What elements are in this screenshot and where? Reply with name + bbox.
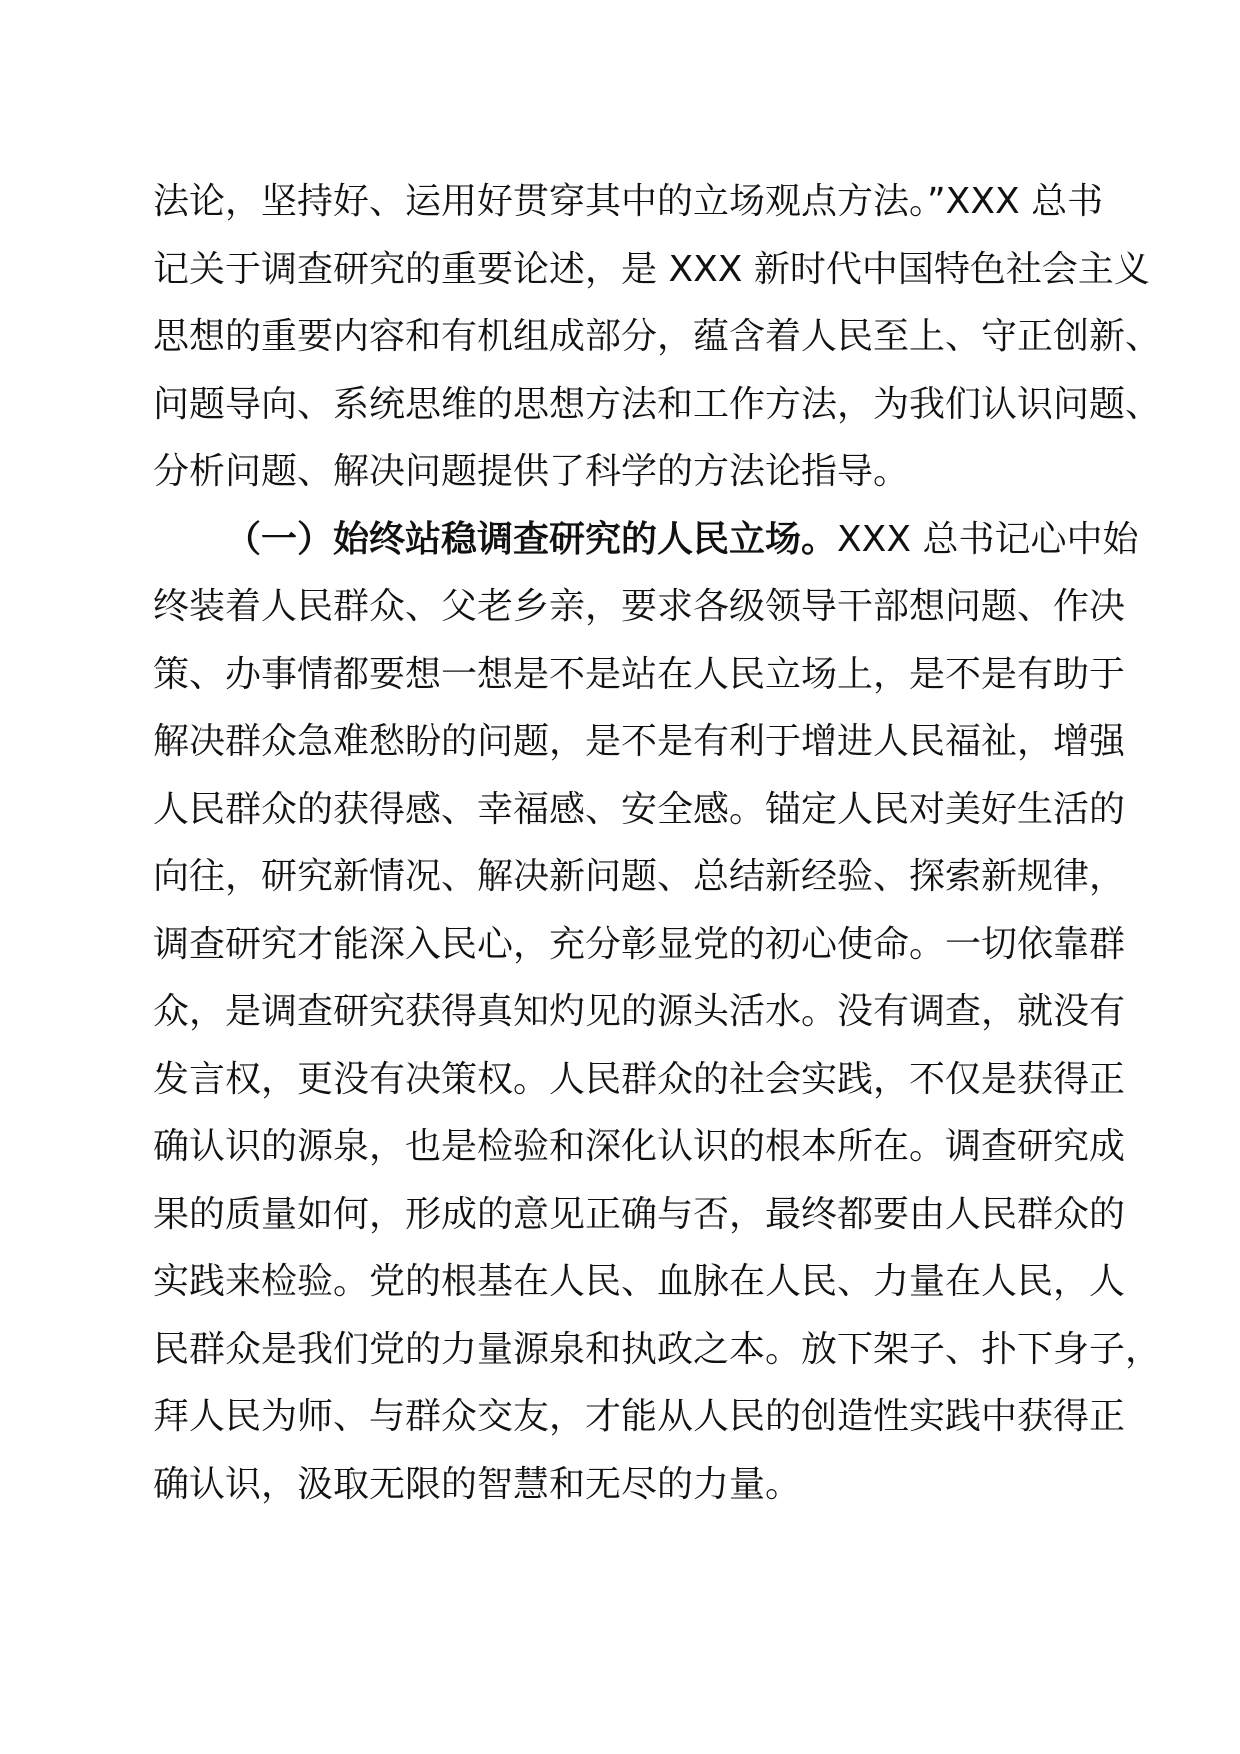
paragraph-people-stance: [153, 506, 1162, 1519]
text-line: 分析问题、解决问题提供了科学的方法论指导。: [153, 451, 910, 492]
text-line: 调查研究才能深入民心，充分彰显党的初心使命。一切依靠群: [153, 923, 1126, 965]
text-line: 人民群众的获得感、幸福感、安全感。锚定人民对美好生活的: [153, 788, 1126, 830]
text-line: 策、办事情都要想一想是不是站在人民立场上，是不是有助于: [153, 653, 1126, 695]
text-line: 思想的重要内容和有机组成部分，蕴含着人民至上、守正创新、: [153, 316, 1162, 357]
text-run: XXX 总书记心中始: [837, 518, 1139, 560]
paragraph-intro: [153, 168, 1162, 506]
text-line: 问题导向、系统思维的思想方法和工作方法，为我们认识问题、: [153, 383, 1162, 425]
text-line: 确认识的源泉，也是检验和深化认识的根本所在。调查研究成: [153, 1126, 1126, 1167]
section-heading: （一）始终站稳调查研究的人民立场。: [225, 518, 838, 560]
text-line: 众，是调查研究获得真知灼见的源头活水。没有调查，就没有: [153, 991, 1126, 1032]
text-line: 解决群众急难愁盼的问题，是不是有利于增进人民福祉，增强: [153, 721, 1126, 762]
text-line: 果的质量如何，形成的意见正确与否，最终都要由人民群众的: [153, 1193, 1126, 1235]
text-line: 拜人民为师、与群众交友，才能从人民的创造性实践中获得正: [153, 1396, 1126, 1437]
text-line: 民群众是我们党的力量源泉和执政之本。放下架子、扑下身子，: [153, 1328, 1162, 1370]
text-line: 向往，研究新情况、解决新问题、总结新经验、探索新规律，: [153, 856, 1126, 897]
text-line: 法论，坚持好、运用好贯穿其中的立场观点方法。”XXX 总书: [153, 181, 1104, 222]
text-line: 终装着人民群众、父老乡亲，要求各级领导干部想问题、作决: [153, 586, 1126, 627]
text-line: 发言权，更没有决策权。人民群众的社会实践，不仅是获得正: [153, 1058, 1126, 1100]
text-line: 确认识，汲取无限的智慧和无尽的力量。: [153, 1463, 802, 1505]
text-line: 实践来检验。党的根基在人民、血脉在人民、力量在人民，人: [153, 1261, 1126, 1302]
paragraph-first-line: [153, 506, 1139, 574]
document-body: [153, 168, 1162, 1518]
text-line: 记关于调查研究的重要论述，是 XXX 新时代中国特色社会主义: [153, 248, 1150, 290]
